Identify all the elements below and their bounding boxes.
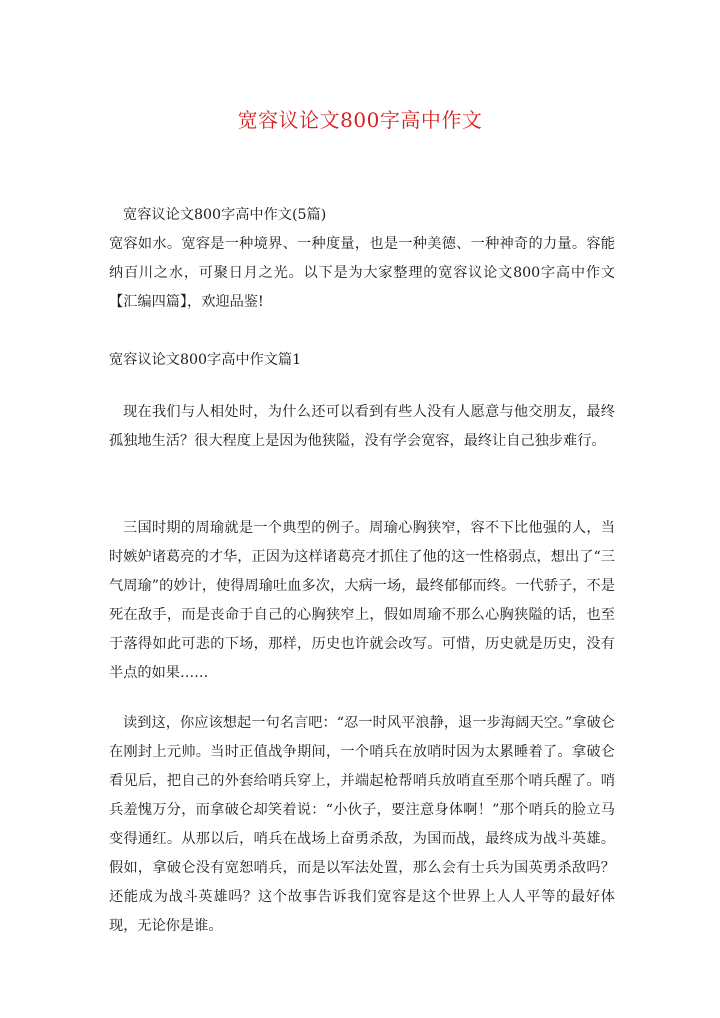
section-heading: 宽容议论文800字高中作文篇1 [109,352,302,368]
body-paragraph-2: 三国时期的周瑜就是一个典型的例子。周瑜心胸狭窄，容不下比他强的人，当时嫉妒诸葛亮的才华，正因为这样诸葛亮才抓住了他的这一性格弱点，想出了“三气周瑜”的妙计，使得周瑜吐血多次，大病一场，最终郁郁而终。一代骄子，不是死在敌手，而是丧命于自己的心胸狭窄上，假如周瑜不那么心胸狭隘的话，也至于落得如此可悲的下场，那样，历史也许就会改写。可惜，历史就是历史，没有半点的如果…… [109,520,615,681]
document-title: 宽容议论文800字高中作文 [237,108,483,132]
document-subtitle: 宽容议论文800字高中作文(5篇) [123,207,327,223]
intro-paragraph: 宽容如水。宽容是一种境界、一种度量，也是一种美德、一种神奇的力量。容能纳百川之水，可聚日月之光。以下是为大家整理的宽容议论文800字高中作文【汇编四篇】，欢迎品鉴! [109,236,615,310]
body-paragraph-3: 读到这，你应该想起一句名言吧：“忍一时风平浪静，退一步海阔天空。”拿破仑在刚封上元帅。当时正值战争期间，一个哨兵在放哨时因为太累睡着了。拿破仑看见后，把自己的外套给哨兵穿上，并端起枪帮哨兵放哨直至那个哨兵醒了。哨兵羞愧万分，而拿破仑却笑着说：“小伙子，要注意身体啊！”那个哨兵的脸立马变得通红。从那以后，哨兵在战场上奋勇杀敌，为国而战，最终成为战斗英雄。假如，拿破仑没有宽恕哨兵，而是以军法处置，那么会有士兵为国英勇杀敌吗？还能成为战斗英雄吗？这个故事告诉我们宽容是这个世界上人人平等的最好体现，无论你是谁。 [109,715,615,934]
body-paragraph-1: 现在我们与人相处时，为什么还可以看到有些人没有人愿意与他交朋友，最终孤独地生活？很大程度上是因为他狭隘，没有学会宽容，最终让自己独步难行。 [109,404,615,449]
